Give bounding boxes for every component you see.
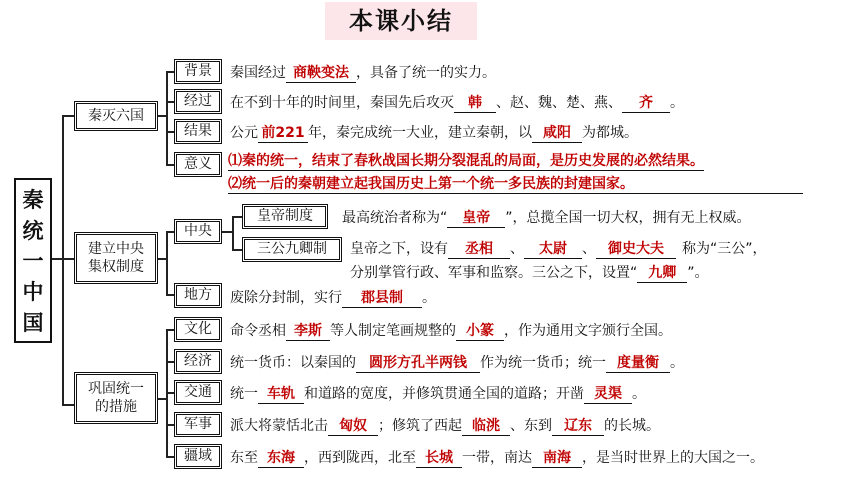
connector (232, 216, 242, 218)
connector (166, 101, 174, 103)
text: ”。 (687, 265, 709, 281)
connector (62, 404, 74, 406)
root-char: 秦 (22, 188, 44, 213)
text: 秦国经过 (230, 65, 286, 81)
answer-blank: 御史大夫 (596, 238, 676, 259)
answer-blank: 辽东 (552, 415, 604, 436)
answer-blank: 南海 (532, 447, 582, 468)
connector (166, 231, 168, 295)
connector (166, 424, 174, 426)
connector (166, 71, 168, 165)
label-jieguo: 结果 (174, 119, 222, 144)
root-char: 国 (22, 310, 44, 335)
answer-blank: 皇帝 (447, 207, 505, 228)
label-jingji: 经济 (174, 349, 222, 374)
answer-blank: 九卿 (637, 262, 687, 283)
text: 。 (632, 386, 646, 402)
label-sangong-jiuqing: 三公九卿制 (242, 237, 342, 262)
text: 、东到 (510, 418, 552, 434)
row-wenhua (230, 320, 672, 341)
connector (166, 131, 174, 133)
label-huangdi-zhidu: 皇帝制度 (242, 204, 328, 229)
answer-blank: 前221 (258, 122, 308, 143)
connector (166, 231, 174, 233)
connector (62, 258, 74, 260)
row-yiyi-2: ⑵统一后的秦朝建立起我国历史上第一个统一多民族的封建国家。 (228, 173, 803, 194)
label-jingguo: 经过 (174, 89, 222, 114)
text: 称为“三公”， (682, 241, 767, 257)
text: 等人制定笔画规整的 (330, 323, 456, 339)
answer-blank: 韩 (454, 92, 496, 113)
connector (158, 398, 166, 400)
label-junshi: 军事 (174, 412, 222, 437)
answer-blank: 咸阳 (532, 122, 582, 143)
root-char: 中 (22, 280, 44, 305)
text: 为都城。 (582, 125, 638, 141)
text: 命令丞相 (230, 323, 286, 339)
text: 年，秦完成统一大业，建立秦朝，以 (308, 125, 532, 141)
connector (62, 115, 64, 405)
row-sangong-2 (350, 262, 709, 283)
label-jiaotong: 交通 (174, 380, 222, 405)
connector (166, 361, 174, 363)
connector (158, 115, 166, 117)
text: ，作为通用文字颁行全国。 (504, 323, 672, 339)
root-node (14, 178, 52, 343)
row-difang (230, 287, 436, 308)
text: ”，总揽全国一切大权，拥有无上权威。 (505, 210, 751, 226)
connector (232, 249, 242, 251)
label-wenhua: 文化 (174, 317, 222, 342)
text: 、赵、魏、楚、燕、 (496, 95, 622, 111)
label-yiyi: 意义 (174, 152, 222, 177)
row-jingji (230, 352, 684, 373)
text: 的长城。 (604, 418, 660, 434)
text: ；修筑了西起 (378, 418, 462, 434)
answer-blank: 度量衡 (606, 352, 670, 373)
answer-blank: 李斯 (286, 320, 330, 341)
connector (166, 392, 174, 394)
root-char: 一 (22, 249, 44, 274)
page-title: 本课小结 (325, 2, 477, 40)
connector (166, 329, 174, 331)
connector (158, 258, 166, 260)
text: ，是当时世界上的大国之一。 (582, 450, 764, 466)
text: 皇帝之下，设有 (350, 241, 448, 257)
text: 。 (422, 290, 436, 306)
text: 。 (670, 355, 684, 371)
branch-qin-mie-liu-guo: 秦灭六国 (74, 101, 158, 131)
connector (166, 294, 174, 296)
text: 公元 (230, 125, 258, 141)
text: 、 (510, 241, 524, 257)
answer-blank: 匈奴 (328, 415, 378, 436)
connector (52, 258, 62, 260)
answer-blank: 太尉 (524, 238, 582, 259)
text: ，具备了统一的实力。 (356, 65, 496, 81)
row-jieguo (230, 122, 638, 143)
root-char: 统 (22, 218, 44, 243)
row-sangong-1 (350, 238, 767, 259)
answer-blank: 圆形方孔半两钱 (356, 352, 480, 373)
text: 一带，南达 (462, 450, 532, 466)
answer-blank: 东海 (258, 447, 304, 468)
answer-blank: 商鞅变法 (286, 62, 356, 83)
text: 在不到十年的时间里，秦国先后攻灭 (230, 95, 454, 111)
branch-central-system: 建立中央集权制度 (74, 232, 158, 284)
answer-blank: 齐 (622, 92, 670, 113)
text: 。 (670, 95, 684, 111)
text: 统一货币：以秦国的 (230, 355, 356, 371)
label-zhongyang: 中央 (174, 219, 222, 244)
label-jiangyu: 疆域 (174, 444, 222, 469)
connector (222, 231, 232, 233)
text: 分别掌管行政、军事和监察。三公之下，设置“ (350, 265, 638, 281)
row-jiangyu (230, 447, 764, 468)
text: 和道路的宽度，并修筑贯通全国的道路；开凿 (304, 386, 584, 402)
answer-blank: 丞相 (448, 238, 510, 259)
connector (166, 164, 174, 166)
answer-blank: 车轨 (258, 383, 304, 404)
connector (166, 71, 174, 73)
text: 最高统治者称为“ (342, 210, 448, 226)
answer-blank: 小篆 (456, 320, 504, 341)
answer-blank: 灵渠 (584, 383, 632, 404)
answer-blank: 临洮 (462, 415, 510, 436)
text: 派大将蒙恬北击 (230, 418, 328, 434)
connector (62, 115, 74, 117)
connector (232, 216, 234, 250)
row-jiaotong (230, 383, 646, 404)
text: 废除分封制，实行 (230, 290, 342, 306)
row-huangdi (342, 207, 751, 228)
answer-blank: 长城 (416, 447, 462, 468)
row-beijing (230, 62, 496, 83)
row-junshi (230, 415, 660, 436)
row-jingguo (230, 92, 684, 113)
connector (166, 456, 174, 458)
text: 作为统一货币；统一 (480, 355, 606, 371)
text: 统一 (230, 386, 258, 402)
row-yiyi-1: ⑴秦的统一，结束了春秋战国长期分裂混乱的局面，是历史发展的必然结果。 (228, 150, 704, 171)
label-difang: 地方 (174, 283, 222, 308)
label-beijing: 背景 (174, 59, 222, 84)
answer-blank: 郡县制 (342, 287, 422, 308)
text: 、 (582, 241, 596, 257)
text: 东至 (230, 450, 258, 466)
text: ，西到陇西，北至 (304, 450, 416, 466)
branch-consolidation: 巩固统一的措施 (74, 372, 158, 424)
